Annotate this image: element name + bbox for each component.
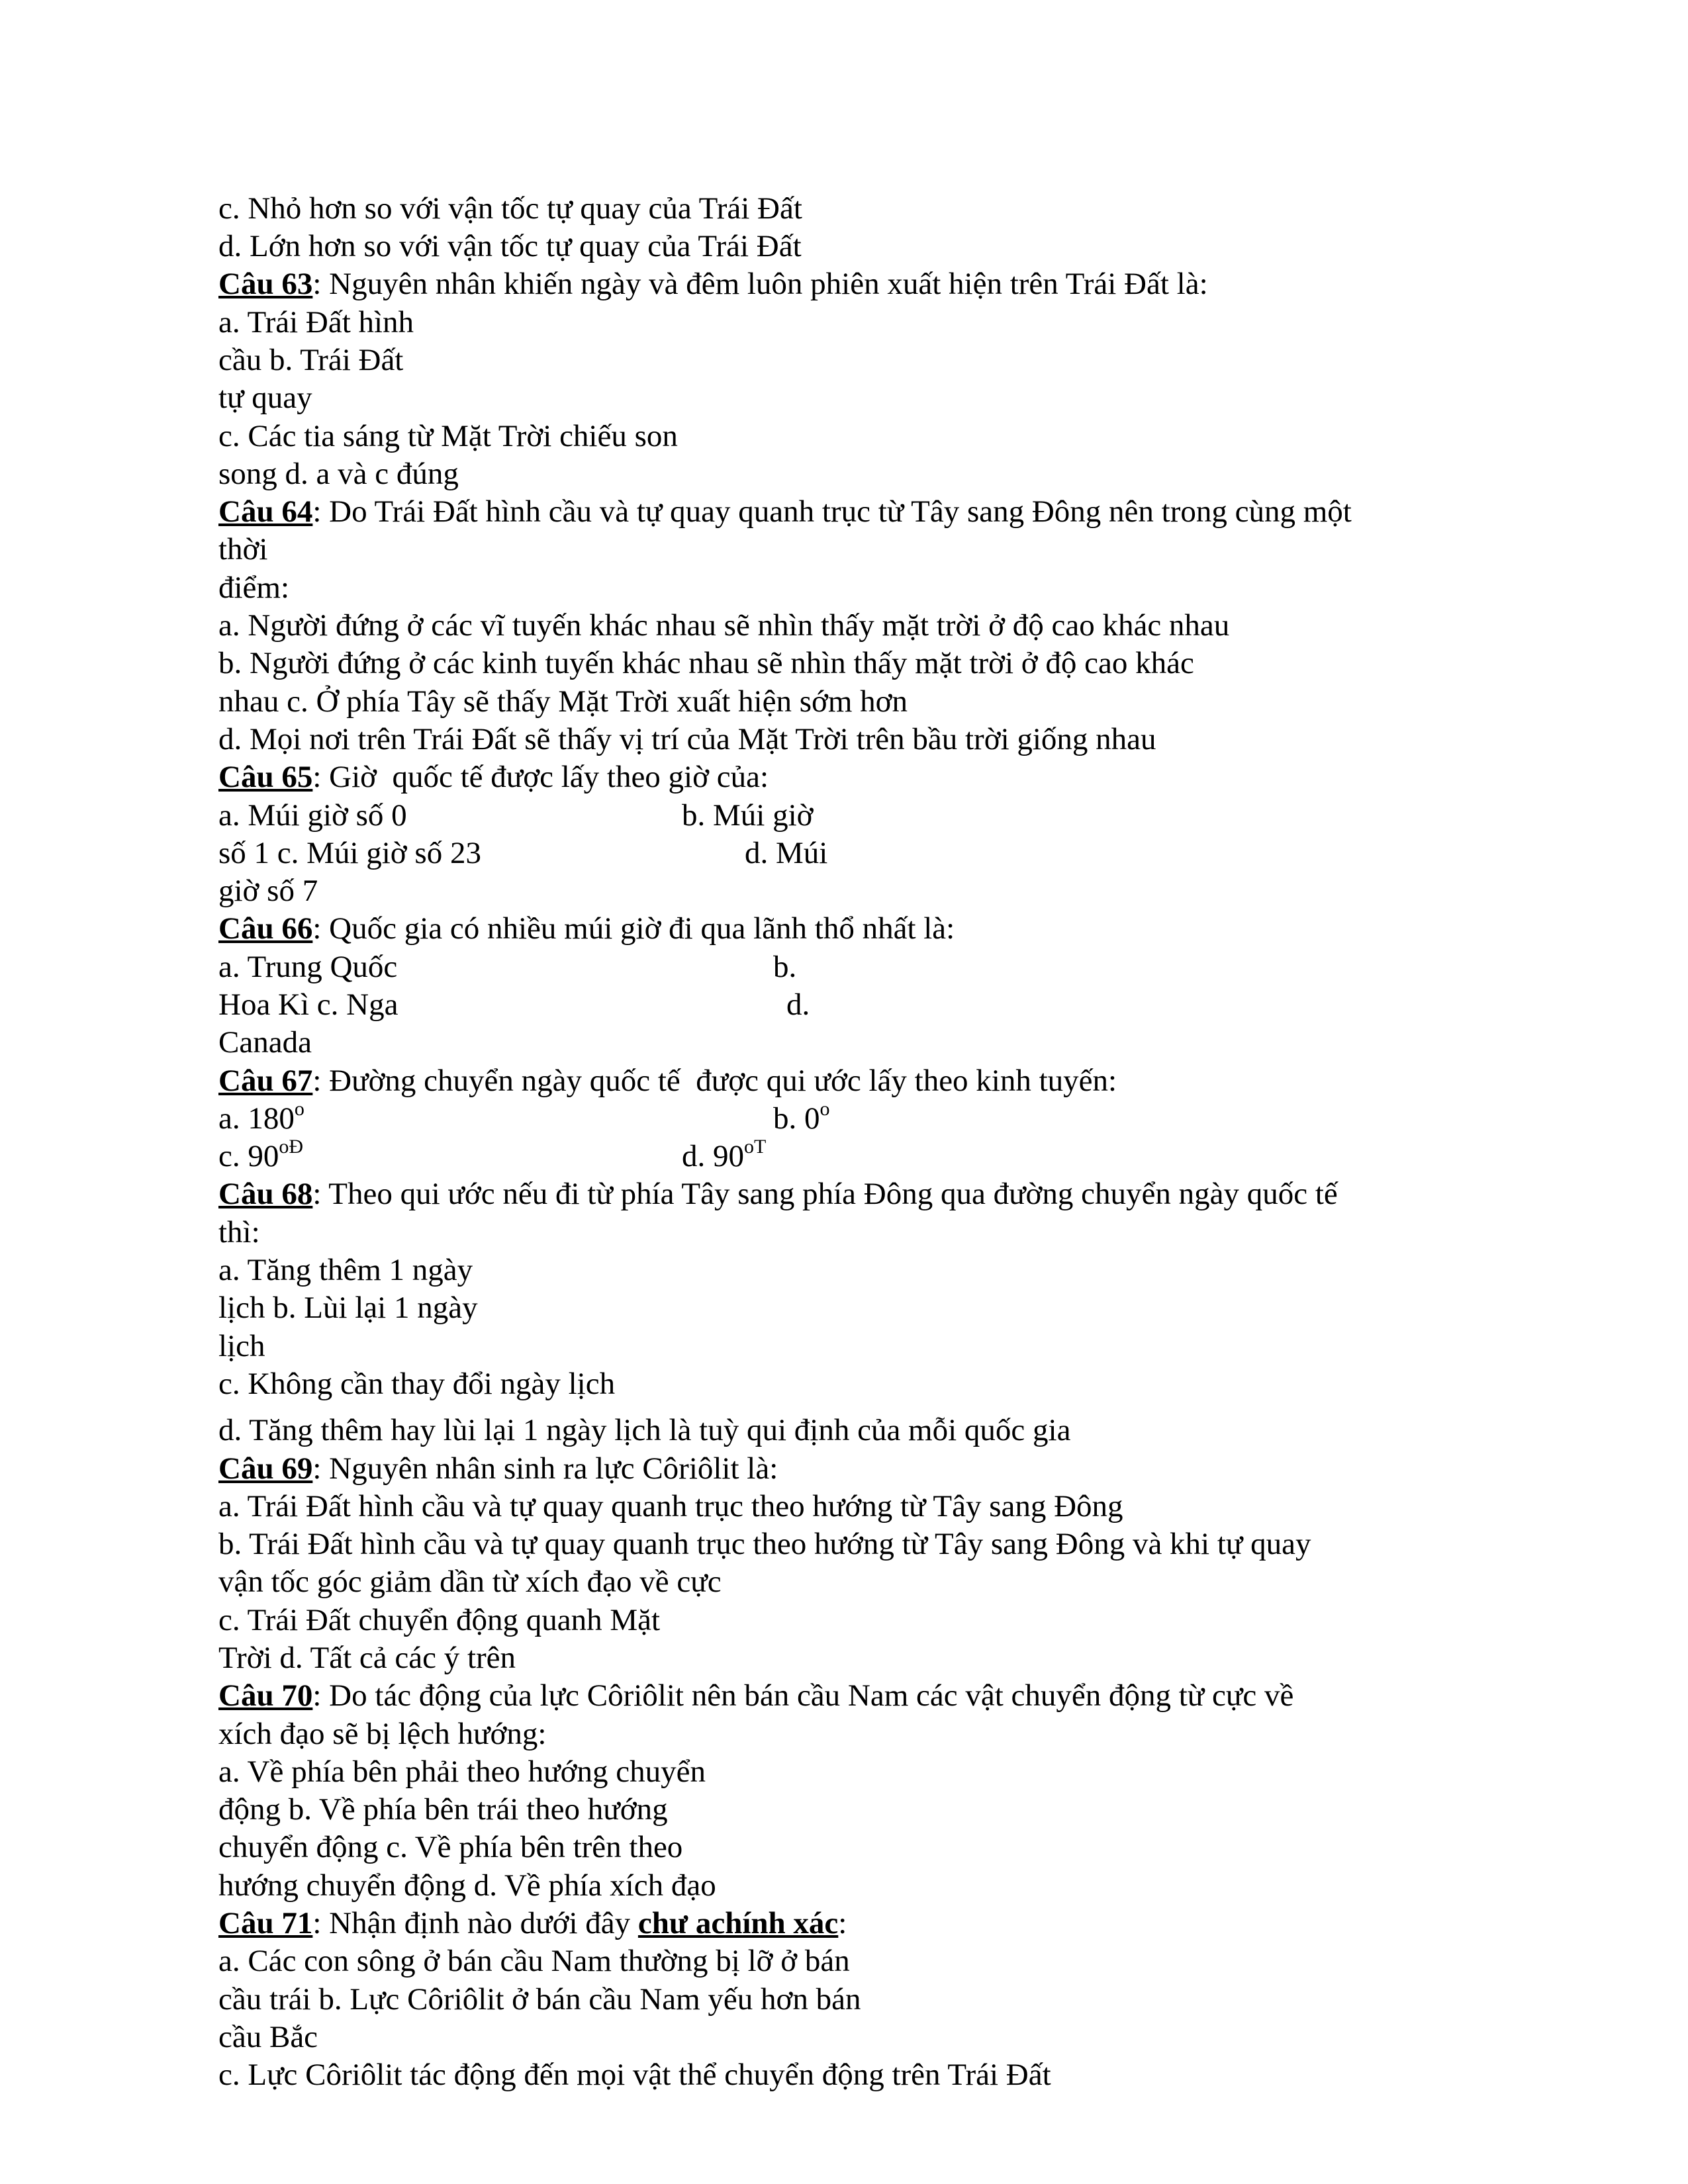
degree-superscript: o	[820, 1098, 830, 1120]
question-68	[218, 1179, 1338, 1210]
answer-line: lịch b. Lùi lại 1 ngày	[218, 1291, 478, 1325]
question-65	[218, 762, 769, 793]
answer-line: số 1 c. Múi giờ số 23	[218, 836, 481, 870]
answer-line: b. Trái Đất hình cầu và tự quay quanh trục theo hướng từ Tây sang Đông và khi tự quay	[218, 1527, 1311, 1561]
answer-line: c. Các tia sáng từ Mặt Trời chiếu son	[218, 419, 678, 453]
question-66	[218, 913, 955, 944]
answer-line: lịch	[218, 1329, 265, 1363]
answer-text: d. 90	[682, 1139, 744, 1173]
answer-line: chuyển động c. Về phía bên trên theo	[218, 1830, 683, 1864]
answer-line: a. Về phía bên phải theo hướng chuyển	[218, 1754, 706, 1789]
question-text: : Nhận định nào dưới đây	[312, 1906, 638, 1940]
emphasis-text: chư achính xác	[637, 1906, 839, 1940]
answer-line: a. Trái Đất hình	[218, 305, 414, 340]
answer-line: Trời d. Tất cả các ý trên	[218, 1641, 516, 1675]
question-number: Câu 69	[218, 1451, 313, 1486]
answer-line: hướng chuyển động d. Về phía xích đạo	[218, 1868, 716, 1903]
degree-superscript: o	[294, 1098, 305, 1120]
answer-line: vận tốc góc giảm dần từ xích đạo về cực	[218, 1565, 722, 1599]
answer-line: d.	[786, 987, 810, 1022]
question-number: Câu 67	[218, 1064, 313, 1098]
answer-line	[218, 1136, 304, 1173]
answer-line: song d. a và c đúng	[218, 457, 459, 491]
answer-line: cầu trái b. Lực Côriôlit ở bán cầu Nam yếu hơn bán	[218, 1982, 861, 2017]
answer-line: cầu Bắc	[218, 2020, 318, 2054]
answer-line: a. Các con sông ở bán cầu Nam thường bị lỡ ở bán	[218, 1944, 850, 1978]
question-number: Câu 71	[218, 1906, 313, 1940]
answer-line: d. Tăng thêm hay lùi lại 1 ngày lịch là tuỳ qui định của mỗi quốc gia	[218, 1413, 1071, 1447]
question-number: Câu 64	[218, 494, 313, 529]
degree-superscript: oT	[744, 1136, 767, 1158]
question-text: : Nguyên nhân khiến ngày và đêm luôn phiên xuất hiện trên Trái Đất là:	[312, 267, 1208, 301]
degree-superscript: oĐ	[279, 1136, 304, 1158]
text-line: điểm:	[218, 570, 290, 605]
question-63	[218, 269, 1208, 300]
answer-line: nhau c. Ở phía Tây sẽ thấy Mặt Trời xuất hiện sớm hơn	[218, 684, 908, 719]
question-70	[218, 1680, 1293, 1711]
answer-text: c. 90	[218, 1139, 279, 1173]
answer-line: a. Trái Đất hình cầu và tự quay quanh trục theo hướng từ Tây sang Đông	[218, 1489, 1123, 1524]
answer-line: a. Trung Quốc	[218, 950, 398, 984]
question-text: : Đường chuyển ngày quốc tế được qui ước lấy theo kinh tuyến:	[312, 1064, 1117, 1098]
answer-line: c. Không cần thay đổi ngày lịch	[218, 1367, 616, 1401]
text-line: thời	[218, 532, 268, 567]
answer-line: a. Người đứng ở các vĩ tuyến khác nhau sẽ nhìn thấy mặt trời ở độ cao khác nhau	[218, 608, 1230, 643]
question-67	[218, 1066, 1117, 1097]
question-number: Câu 66	[218, 911, 313, 946]
answer-line: d. Mọi nơi trên Trái Đất sẽ thấy vị trí của Mặt Trời trên bầu trời giống nhau	[218, 722, 1156, 756]
answer-line: c. Trái Đất chuyển động quanh Mặt	[218, 1603, 661, 1637]
answer-line: c. Nhỏ hơn so với vận tốc tự quay của Trái Đất	[218, 191, 802, 226]
question-64	[218, 496, 1352, 527]
question-number: Câu 63	[218, 267, 313, 301]
answer-line: b. Người đứng ở các kinh tuyến khác nhau sẽ nhìn thấy mặt trời ở độ cao khác	[218, 646, 1194, 680]
question-text: : Theo qui ước nếu đi từ phía Tây sang phía Đông qua đường chuyển ngày quốc tế	[312, 1177, 1338, 1211]
question-text: : Nguyên nhân sinh ra lực Côriôlit là:	[312, 1451, 778, 1486]
answer-line: Hoa Kì c. Nga	[218, 987, 399, 1022]
answer-line: giờ số 7	[218, 874, 318, 908]
answer-line: b.	[773, 950, 797, 984]
answer-line: b. Múi giờ	[682, 798, 814, 833]
answer-line: c. Lực Côriôlit tác động đến mọi vật thể chuyển động trên Trái Đất	[218, 2058, 1051, 2092]
question-number: Câu 70	[218, 1678, 313, 1713]
answer-line	[218, 1098, 305, 1136]
answer-line	[773, 1098, 830, 1136]
question-71	[218, 1908, 847, 1939]
answer-text: b. 0	[773, 1101, 820, 1136]
answer-line: Canada	[218, 1025, 312, 1060]
answer-line: d. Lớn hơn so với vận tốc tự quay của Trái Đất	[218, 229, 802, 263]
answer-line: a. Múi giờ số 0	[218, 798, 407, 833]
question-text: : Quốc gia có nhiều múi giờ đi qua lãnh thổ nhất là:	[312, 911, 955, 946]
question-text: : Do Trái Đất hình cầu và tự quay quanh trục từ Tây sang Đông nên trong cùng một	[312, 494, 1352, 529]
answer-text: a. 180	[218, 1101, 295, 1136]
answer-line: tự quay	[218, 381, 312, 415]
answer-line: d. Múi	[745, 836, 828, 870]
question-number: Câu 68	[218, 1177, 313, 1211]
question-text: : Giờ quốc tế được lấy theo giờ của:	[312, 760, 769, 794]
text-line: xích đạo sẽ bị lệch hướng:	[218, 1717, 547, 1751]
question-69	[218, 1453, 778, 1484]
answer-line: cầu b. Trái Đất	[218, 343, 404, 377]
answer-line: a. Tăng thêm 1 ngày	[218, 1253, 473, 1287]
question-text: : Do tác động của lực Côriôlit nên bán cầu Nam các vật chuyển động từ cực về	[312, 1678, 1294, 1713]
question-text: :	[838, 1906, 847, 1940]
text-line: thì:	[218, 1215, 260, 1250]
answer-line	[682, 1136, 767, 1173]
answer-line: động b. Về phía bên trái theo hướng	[218, 1792, 668, 1827]
question-number: Câu 65	[218, 760, 313, 794]
